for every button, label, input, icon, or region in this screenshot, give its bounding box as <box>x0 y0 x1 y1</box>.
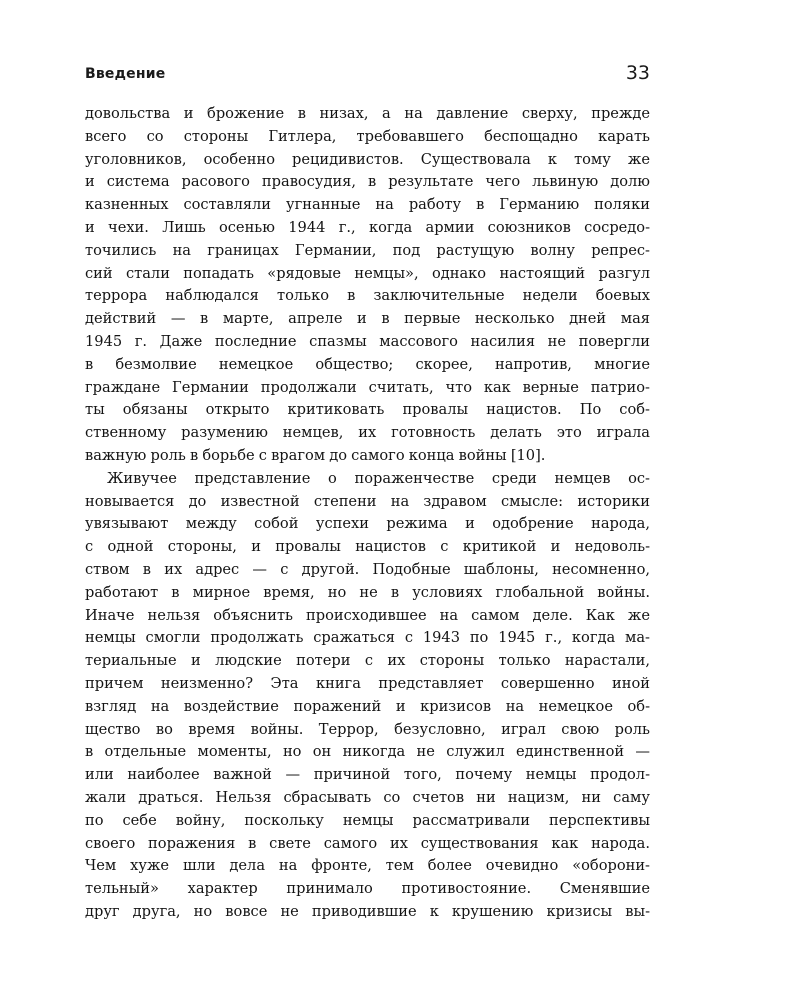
text-line: и система расового правосудия, в результате чего львиную долю <box>85 173 650 191</box>
text-line: с одной стороны, и провалы нацистов с критикой и недоволь- <box>85 538 650 556</box>
text-line: увязывают между собой успехи режима и одобрение народа, <box>85 515 650 533</box>
text-line: взгляд на воздействие поражений и кризисов на немецкое об- <box>85 697 650 715</box>
text-line: важную роль в борьбе с врагом до самого конца войны [10]. <box>85 446 546 464</box>
text-line: щество во время войны. Террор, безусловно, играл свою роль <box>85 720 650 738</box>
text-line: немцы смогли продолжать сражаться с 1943 по 1945 г., когда ма- <box>85 629 650 647</box>
text-line: жали драться. Нельзя сбрасывать со счетов ни нацизм, ни саму <box>85 788 650 806</box>
text-line: Чем хуже шли дела на фронте, тем более очевидно «оборони- <box>85 857 650 875</box>
text-line: новывается до известной степени на здравом смысле: историки <box>85 492 650 510</box>
text-line: ты обязаны открыто критиковать провалы нацистов. По соб- <box>85 401 650 419</box>
text-line: своего поражения в свете самого их существования как народа. <box>85 834 650 852</box>
text-line: ством в их адрес — с другой. Подобные шаблоны, несомненно, <box>85 560 650 578</box>
chapter-title: Введение <box>85 66 166 82</box>
text-line: точились на границах Германии, под растущую волну репрес- <box>85 241 650 259</box>
text-line: друг друга, но вовсе не приводившие к крушению кризисы вы- <box>85 902 650 920</box>
text-line: тельный» характер принимало противостояние. Сменявшие <box>85 880 650 898</box>
text-line: работают в мирное время, но не в условиях глобальной войны. <box>85 583 650 601</box>
text-line: по себе войну, поскольку немцы рассматривали перспективы <box>85 811 650 829</box>
text-line: в безмолвие немецкое общество; скорее, напротив, многие <box>85 355 650 373</box>
text-line: причем неизменно? Эта книга представляет совершенно иной <box>85 674 650 692</box>
text-line: Живучее представление о пораженчестве среди немцев ос- <box>107 469 650 487</box>
text-line: террора наблюдался только в заключительные недели боевых <box>85 287 650 305</box>
text-line: или наиболее важной — причиной того, почему немцы продол- <box>85 766 650 784</box>
text-line: 1945 г. Даже последние спазмы массового насилия не повергли <box>85 332 650 350</box>
text-line: и чехи. Лишь осенью 1944 г., когда армии союзников сосредо- <box>85 218 650 236</box>
paragraph <box>85 103 650 468</box>
text-line: граждане Германии продолжали считать, что как верные патрио- <box>85 378 650 396</box>
body-text <box>85 103 650 924</box>
page-number: 33 <box>625 62 650 84</box>
text-line: всего со стороны Гитлера, требовавшего беспощадно карать <box>85 127 650 145</box>
text-line: довольства и брожение в низах, а на давление сверху, прежде <box>85 105 650 122</box>
text-line: териальные и людские потери с их стороны только нарастали, <box>85 652 650 670</box>
text-line: в отдельные моменты, но он никогда не служил единственной — <box>85 743 650 761</box>
paragraph <box>85 468 650 924</box>
running-header <box>85 62 650 88</box>
text-line: уголовников, особенно рецидивистов. Существовала к тому же <box>85 150 650 168</box>
text-line: действий — в марте, апреле и в первые несколько дней мая <box>85 310 650 328</box>
text-line: Иначе нельзя объяснить происходившее на самом деле. Как же <box>85 606 650 624</box>
text-line: ственному разумению немцев, их готовность делать это играла <box>85 424 650 442</box>
text-line: казненных составляли угнанные на работу в Германию поляки <box>85 196 650 214</box>
text-line: сий стали попадать «рядовые немцы», однако настоящий разгул <box>85 264 650 282</box>
